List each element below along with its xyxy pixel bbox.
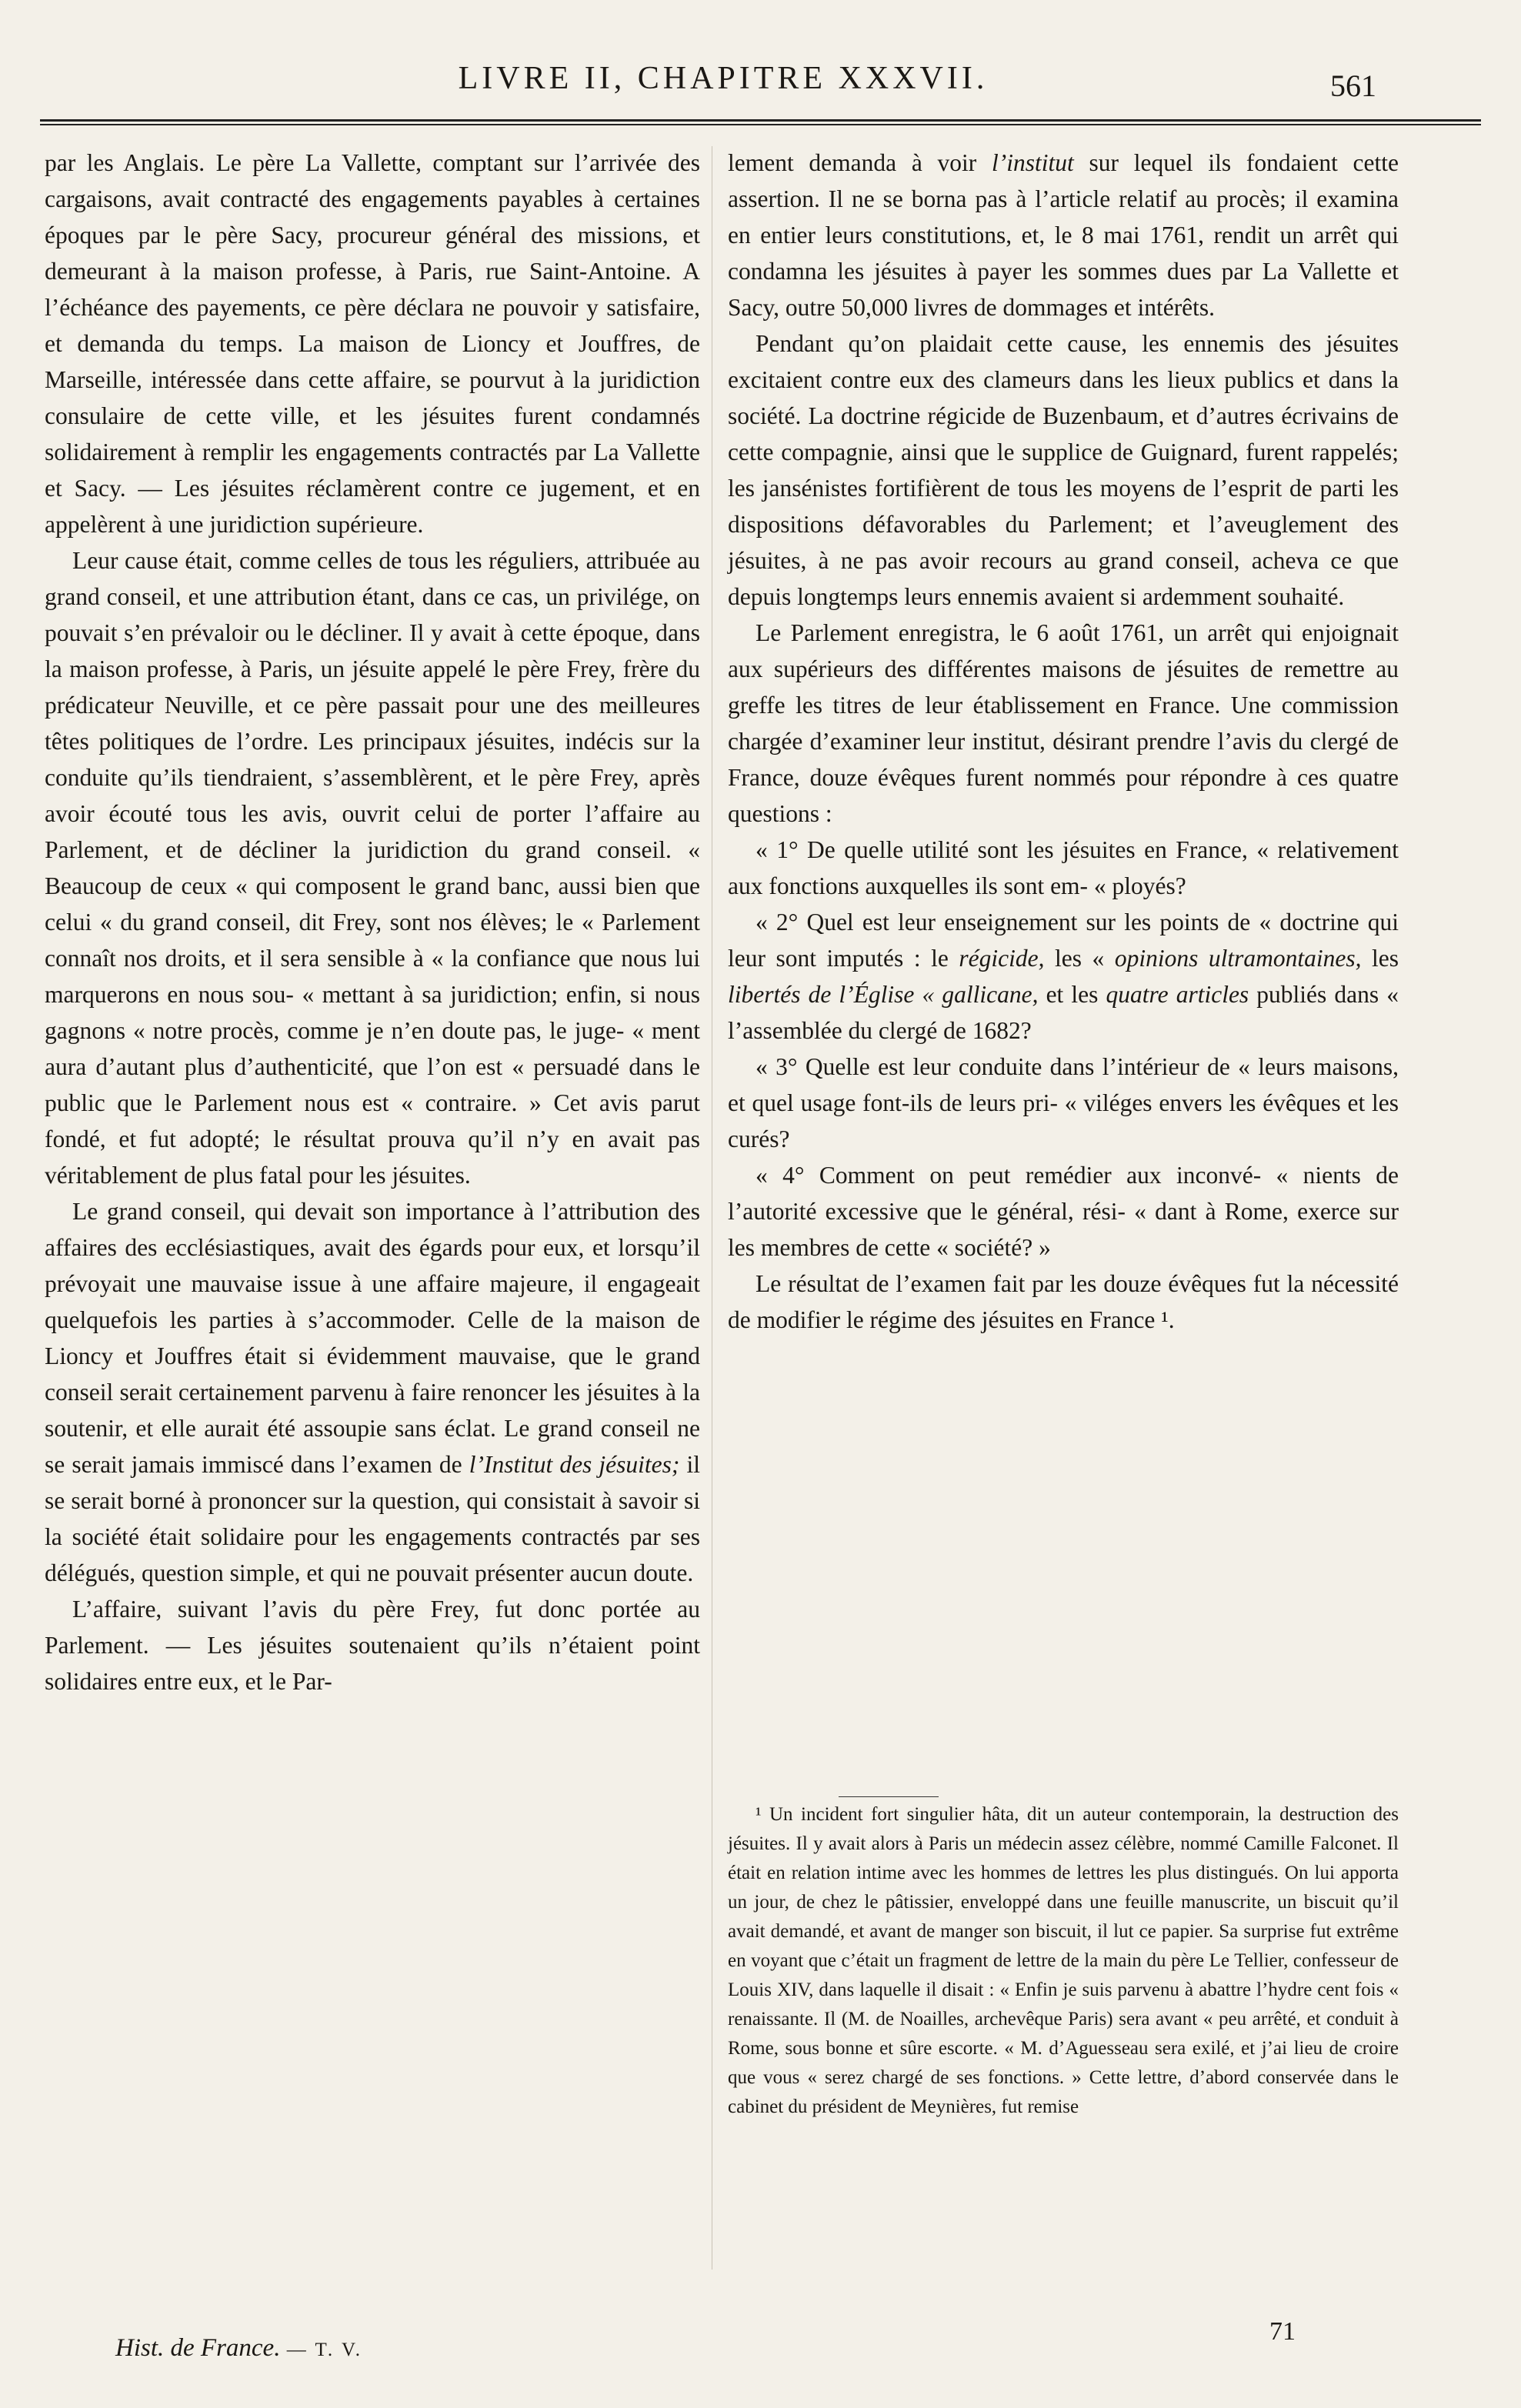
- paragraph-text: il se serait borné à prononcer sur la question, qui consistait à savoir si la société était solidaire pour les engagements contractés par ses délégués, question simple, et qui ne pouvait présenter aucun doute.: [45, 1451, 700, 1586]
- footnote-rule: [839, 1796, 939, 1797]
- page-header: [0, 60, 1521, 114]
- page-number: 561: [1330, 68, 1376, 103]
- italic-text: l’Institut des jésuites;: [469, 1451, 680, 1478]
- italic-text: l’institut: [992, 149, 1074, 176]
- paragraph: L’affaire, suivant l’avis du père Frey, fut donc portée au Parlement. — Les jésuites soutenaient qu’ils n’étaient point solidaires entre eux, et le Par-: [45, 1596, 700, 1695]
- quotation: « 4° Comment on peut remédier aux inconvé- « nients de l’autorité excessive que le général, rési- « dant à Rome, exerce sur les membres de cette « société? »: [728, 1162, 1399, 1261]
- left-column: [45, 145, 700, 1699]
- right-column: [728, 145, 1399, 1338]
- italic-text: régicide,: [959, 945, 1045, 972]
- header-rule-thin: [40, 124, 1481, 125]
- running-title: LIVRE II, CHAPITRE XXXVII.: [458, 61, 989, 96]
- quotation-text: publiés dans « l’assemblée du clergé de 1682?: [728, 981, 1399, 1044]
- footnote: [728, 1800, 1399, 2122]
- source-line: [115, 2334, 362, 2363]
- quotation: « 1° De quelle utilité sont les jésuites en France, « relativement aux fonctions auxquelles ils sont em- « ployés?: [728, 836, 1399, 899]
- paragraph: Le résultat de l’examen fait par les douze évêques fut la nécessité de modifier le régime des jésuites en France ¹.: [728, 1270, 1399, 1333]
- quotation: « 3° Quelle est leur conduite dans l’intérieur de « leurs maisons, et quel usage font-ils de leurs pri- « viléges envers les évêques et les curés?: [728, 1053, 1399, 1152]
- paragraph: par les Anglais. Le père La Vallette, comptant sur l’arrivée des cargaisons, avait contracté des engagements payables à certaines époques par le père Sacy, procureur général des missions, et demeurant à la maison professe, à Paris, rue Saint-Antoine. A l’échéance des payements, ce père déclara ne pouvoir y satisfaire, et demanda du temps. La maison de Lioncy et Jouffres, de Marseille, intéressée dans cette affaire, se pourvut à la juridiction consulaire de cette ville, et les jésuites furent condamnés solidairement à remplir les engagements contractés par La Vallette et Sacy. — Les jésuites réclamèrent contre ce jugement, et en appelèrent à une juridiction supérieure.: [45, 149, 700, 538]
- source-title: Hist. de France.: [115, 2334, 281, 2362]
- signature-mark: 71: [1269, 2317, 1296, 2346]
- italic-text: quatre articles: [1106, 981, 1249, 1008]
- quotation-text: et les: [1038, 981, 1106, 1008]
- quotation: [728, 904, 1399, 1049]
- paragraph-text: Le grand conseil, qui devait son importance à l’attribution des affaires des ecclésiastiques, avait des égards pour eux, et lorsqu’il prévoyait une mauvaise issue à une affaire majeure, il engageait quelquefois les parties à s’accommoder. Celle de la maison de Lioncy et Jouffres était si évidemment mauvaise, que le grand conseil serait certainement parvenu à faire renoncer les jésuites à la soutenir, et elle aurait été assoupie sans éclat. Le grand conseil ne se serait jamais immiscé dans l’examen de: [45, 1198, 700, 1478]
- header-rule: [40, 119, 1481, 122]
- paragraph-text: lement demanda à voir: [728, 149, 992, 176]
- paragraph: Leur cause était, comme celles de tous les réguliers, attribuée au grand conseil, et une attribution étant, dans ce cas, un privilége, on pouvait s’en prévaloir ou le décliner. Il y avait à cette époque, dans la maison professe, à Paris, un jésuite appelé le père Frey, frère du prédicateur Neuville, et ce père passait pour une des meilleures têtes politiques de l’ordre. Les principaux jésuites, indécis sur la conduite qu’ils tiendraient, s’assemblèrent, et le père Frey, après avoir écouté tous les avis, ouvrit celui de porter l’affaire au Parlement, et de décliner la juridiction du grand conseil. « Beaucoup de ceux « qui composent le grand banc, aussi bien que celui « du grand conseil, dit Frey, sont nos élèves; le « Parlement connaît nos droits, et il sera sensible à « la confiance que nous lui marquerons en nous sou- « mettant à sa juridiction; enfin, si nous gagnons « notre procès, comme je n’en doute pas, le juge- « ment aura d’autant plus d’authenticité, que l’on est « persuadé dans le public que le Parlement nous est « contraire. » Cet avis parut fondé, et fut adopté; le résultat prouva qu’il n’y en avait pas véritablement de plus fatal pour les jésuites.: [45, 547, 700, 1189]
- footnote-text: ¹ Un incident fort singulier hâta, dit un auteur contemporain, la destruction des jésuites. Il y avait alors à Paris un médecin assez célèbre, nommé Camille Falconet. Il était en relation intime avec les hommes de lettres les plus distingués. On lui apporta un jour, de chez le pâtissier, enveloppé dans une feuille manuscrite, un biscuit qu’il avait demandé, et avant de manger son biscuit, il lut ce papier. Sa surprise fut extrême en voyant que c’était un fragment de lettre de la main du père Le Tellier, confesseur de Louis XIV, dans laquelle il disait : « Enfin je suis parvenu à abattre l’hydre cent fois « renaissante. Il (M. de Noailles, archevêque Paris) sera avant « peu arrêté, et conduit à Rome, sous bonne et sûre escorte. « M. d’Aguesseau sera exilé, et j’ai lieu de croire que vous « serez chargé de ses fonctions. » Cette lettre, d’abord conservée dans le cabinet du président de Meynières, fut remise: [728, 1804, 1399, 2117]
- paragraph: Pendant qu’on plaidait cette cause, les ennemis des jésuites excitaient contre eux des clameurs dans les lieux publics et dans la société. La doctrine régicide de Buzenbaum, et d’autres écrivains de cette compagnie, ainsi que le supplice de Guignard, furent rappelés; les jansénistes fortifièrent de tous les moyens de l’esprit de parti les dispositions défavorables du Parlement; et l’aveuglement des jésuites, à ne pas avoir recours au grand conseil, acheva ce que depuis longtemps leurs ennemis avaient si ardemment souhaité.: [728, 330, 1399, 610]
- quotation-text: les «: [1044, 945, 1115, 972]
- paragraph: Le Parlement enregistra, le 6 août 1761, un arrêt qui enjoignait aux supérieurs des différentes maisons de jésuites de remettre au greffe les titres de leur établissement en France. Une commission chargée d’examiner leur institut, désirant prendre l’avis du clergé de France, douze évêques furent nommés pour répondre à ces quatre questions :: [728, 619, 1399, 827]
- italic-text: opinions ultramontaines,: [1114, 945, 1362, 972]
- source-volume: — T. V.: [286, 2340, 363, 2360]
- quotation-text: les: [1361, 945, 1399, 972]
- paragraph-text: sur lequel ils fondaient cette assertion. Il ne se borna pas à l’article relatif au procès; il examina en entier leurs constitutions, et, le 8 mai 1761, rendit un arrêt qui condamna les jésuites à payer les sommes dues par La Vallette et Sacy, outre 50,000 livres de dommages et intérêts.: [728, 149, 1399, 321]
- quotation-text: « 2° Quel est leur enseignement sur les points de « doctrine qui leur sont imputés : le: [728, 909, 1399, 972]
- italic-text: libertés de l’Église « gallicane,: [728, 981, 1039, 1008]
- paragraph: [45, 1193, 700, 1591]
- paragraph: [728, 145, 1399, 325]
